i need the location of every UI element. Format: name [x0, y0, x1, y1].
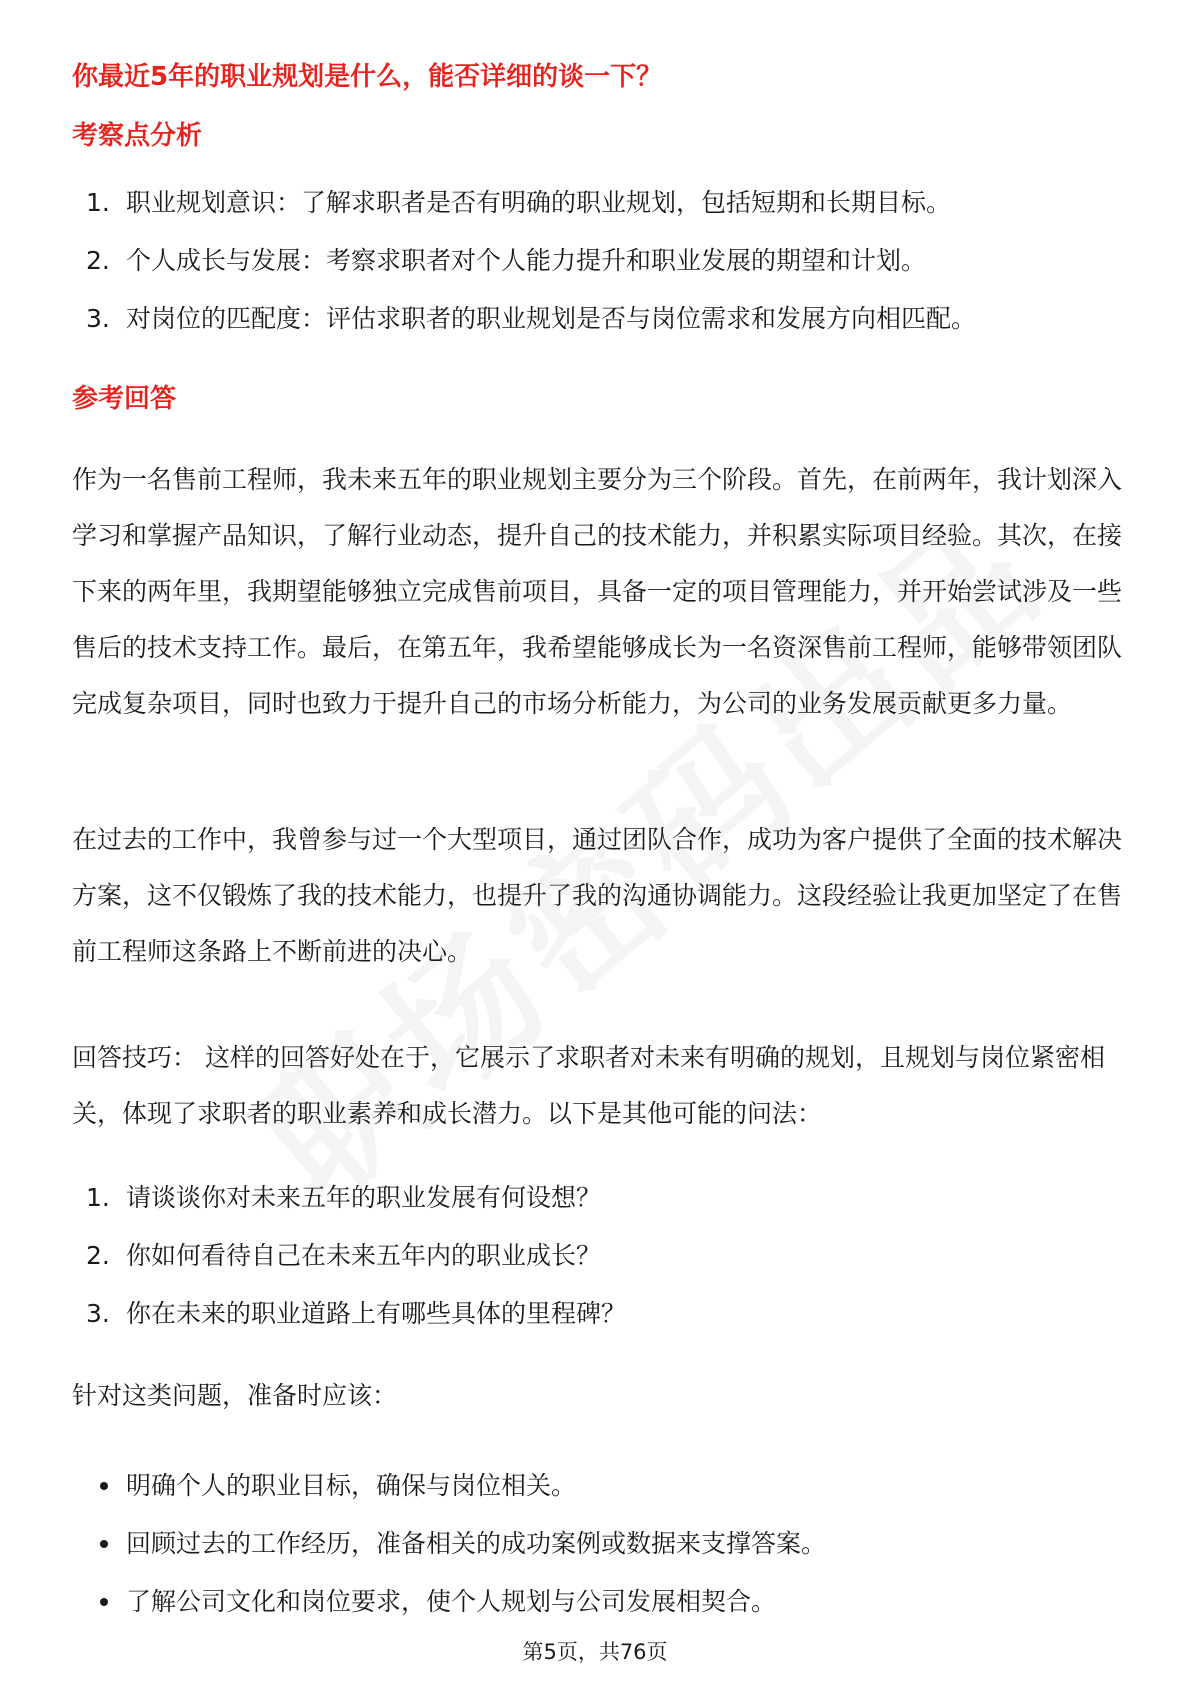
list-number: 2. — [86, 1241, 110, 1270]
answer-paragraph-2: 在过去的工作中，我曾参与过一个大型项目，通过团队合作，成功为客户提供了全面的技术解决方案，这不仅锻炼了我的技术能力，也提升了我的沟通协调能力。这段经验让我更加坚定了在售前工程师这条路上不断前进的决心。 — [72, 825, 1123, 966]
alt-question-text: 请谈谈你对未来五年的职业发展有何设想？ — [126, 1183, 602, 1212]
prep-item — [100, 1468, 826, 1526]
alt-questions-list — [86, 1180, 626, 1354]
list-number: 1. — [86, 1183, 110, 1212]
alt-question-text: 你在未来的职业道路上有哪些具体的里程碑？ — [126, 1299, 627, 1328]
analysis-item — [86, 185, 976, 243]
bullet-icon — [100, 1598, 108, 1606]
prep-intro: 针对这类问题，准备时应该： — [72, 1381, 398, 1410]
prep-item-text: 回顾过去的工作经历，准备相关的成功案例或数据来支撑答案。 — [126, 1529, 827, 1558]
prep-item-text: 明确个人的职业目标，确保与岗位相关。 — [126, 1471, 577, 1500]
analysis-item-text: 个人成长与发展：考察求职者对个人能力提升和职业发展的期望和计划。 — [126, 246, 927, 275]
alt-question-item — [86, 1180, 626, 1238]
list-number: 1. — [86, 188, 110, 217]
list-number: 2. — [86, 246, 110, 275]
analysis-heading: 考察点分析 — [72, 121, 203, 151]
alt-question-item — [86, 1238, 626, 1296]
alt-question-item — [86, 1296, 626, 1354]
analysis-item-text: 职业规划意识：了解求职者是否有明确的职业规划，包括短期和长期目标。 — [126, 188, 952, 217]
analysis-item-text: 对岗位的匹配度：评估求职者的职业规划是否与岗位需求和发展方向相匹配。 — [126, 304, 977, 333]
bullet-icon — [100, 1482, 108, 1490]
list-number: 3. — [86, 1299, 110, 1328]
page-footer: 第5页，共76页 — [522, 1640, 668, 1664]
analysis-item — [86, 301, 976, 359]
analysis-item — [86, 243, 976, 301]
answer-heading: 参考回答 — [72, 384, 177, 414]
answer-paragraph-1: 作为一名售前工程师，我未来五年的职业规划主要分为三个阶段。首先，在前两年，我计划深入学习和掌握产品知识，了解行业动态，提升自己的技术能力，并积累实际项目经验。其次，在接下来的两年里，我期望能够独立完成售前项目，具备一定的项目管理能力，并开始尝试涉及一些售后的技术支持工作。最后，在第五年，我希望能够成长为一名资深售前工程师，能够带领团队完成复杂项目，同时也致力于提升自己的市场分析能力，为公司的业务发展贡献更多力量。 — [72, 465, 1123, 718]
prep-item — [100, 1526, 826, 1584]
prep-item-text: 了解公司文化和岗位要求，使个人规划与公司发展相契合。 — [126, 1587, 777, 1616]
analysis-list — [86, 185, 976, 359]
answer-tips: 回答技巧： 这样的回答好处在于，它展示了求职者对未来有明确的规划，且规划与岗位紧密相关，体现了求职者的职业素养和成长潜力。以下是其他可能的问法： — [72, 1043, 1105, 1128]
prep-list — [100, 1468, 826, 1642]
prep-item — [100, 1584, 826, 1642]
list-number: 3. — [86, 304, 110, 333]
question-title: 你最近5年的职业规划是什么，能否详细的谈一下？ — [72, 62, 663, 92]
bullet-icon — [100, 1540, 108, 1548]
alt-question-text: 你如何看待自己在未来五年内的职业成长？ — [126, 1241, 602, 1270]
